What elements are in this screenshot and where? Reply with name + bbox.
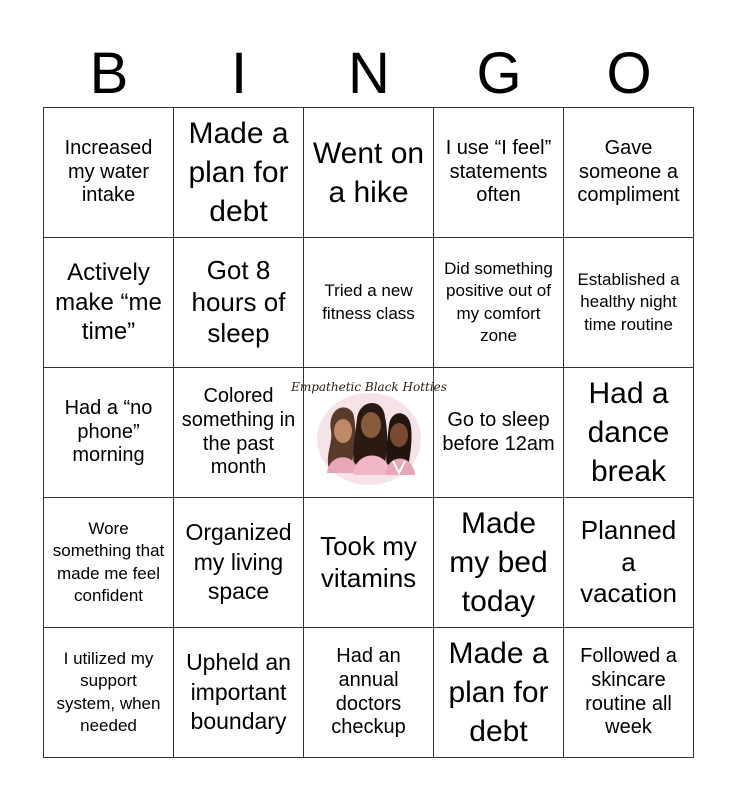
bingo-cell[interactable]: [564, 108, 694, 238]
board-row: [44, 108, 694, 238]
cell-text: Got 8 hours of sleep: [191, 254, 286, 349]
bingo-cell[interactable]: [304, 238, 434, 368]
cell-text: Followed a skincare routine all week: [580, 645, 677, 739]
bingo-cell[interactable]: [434, 108, 564, 238]
cell-text: Wore something that made me feel confident: [52, 519, 165, 605]
bingo-cell[interactable]: [174, 108, 304, 238]
bingo-cell[interactable]: [564, 368, 694, 498]
bingo-cell[interactable]: [44, 498, 174, 628]
cell-text: I utilized my support system, when needed: [56, 649, 161, 735]
bingo-cell[interactable]: [44, 108, 174, 238]
header-letter-n: N: [348, 41, 390, 106]
cell-text: Go to sleep before 12am: [442, 408, 555, 455]
cell-text: Had an annual doctors checkup: [331, 645, 406, 739]
header-letter-b: B: [89, 41, 129, 106]
cell-text: Made a plan for debt: [448, 637, 549, 748]
cell-text: Established a healthy night time routine: [577, 270, 680, 334]
cell-text: Increased my water intake: [64, 137, 153, 207]
board-row: [44, 238, 694, 368]
cell-text: Had a dance break: [587, 377, 670, 488]
bingo-header: [44, 40, 694, 108]
cell-text: Made a plan for debt: [188, 117, 289, 228]
bingo-cell[interactable]: [174, 368, 304, 498]
bingo-cell[interactable]: [304, 108, 434, 238]
bingo-cell[interactable]: [564, 238, 694, 368]
bingo-cell[interactable]: [434, 368, 564, 498]
header-letter-o: O: [606, 41, 652, 106]
empathetic-black-hotties-logo: [290, 369, 447, 497]
bingo-cell[interactable]: [434, 498, 564, 628]
bingo-cell[interactable]: [434, 238, 564, 368]
cell-text: Upheld an important boundary: [186, 649, 291, 735]
bingo-cell[interactable]: [174, 238, 304, 368]
bingo-cell[interactable]: [304, 498, 434, 628]
bingo-board: [43, 107, 694, 758]
bingo-cell[interactable]: [304, 628, 434, 758]
bingo-cell[interactable]: [44, 628, 174, 758]
logo-text: Empathetic Black Hotties: [290, 379, 447, 394]
bingo-cell[interactable]: [44, 368, 174, 498]
cell-text: Planned a vacation: [580, 514, 677, 609]
cell-text: Went on a hike: [312, 136, 425, 209]
cell-text: I use “I feel” statements often: [445, 137, 552, 207]
bingo-cell[interactable]: [44, 238, 174, 368]
board-row: [44, 628, 694, 758]
cell-text: Made my bed today: [449, 507, 548, 618]
cell-text: Actively make “me time”: [55, 258, 162, 346]
bingo-cell[interactable]: [564, 498, 694, 628]
bingo-cell[interactable]: [434, 628, 564, 758]
cell-text: Organized my living space: [185, 519, 292, 605]
bingo-cell[interactable]: [174, 628, 304, 758]
cell-text: Tried a new fitness class: [322, 281, 415, 323]
bingo-cell[interactable]: [174, 498, 304, 628]
board-row: [44, 368, 694, 498]
bingo-cell[interactable]: [564, 628, 694, 758]
board-row: [44, 498, 694, 628]
header-letter-g: G: [476, 41, 522, 106]
header-letter-i: I: [230, 41, 248, 106]
cell-text: Did something positive out of my comfort zone: [444, 259, 553, 345]
cell-text: Gave someone a compliment: [577, 137, 680, 207]
free-space[interactable]: [290, 368, 447, 498]
cell-text: Had a “no phone” morning: [64, 397, 153, 467]
cell-text: Took my vitamins: [320, 530, 417, 593]
cell-text: Colored something in the past month: [181, 385, 296, 479]
